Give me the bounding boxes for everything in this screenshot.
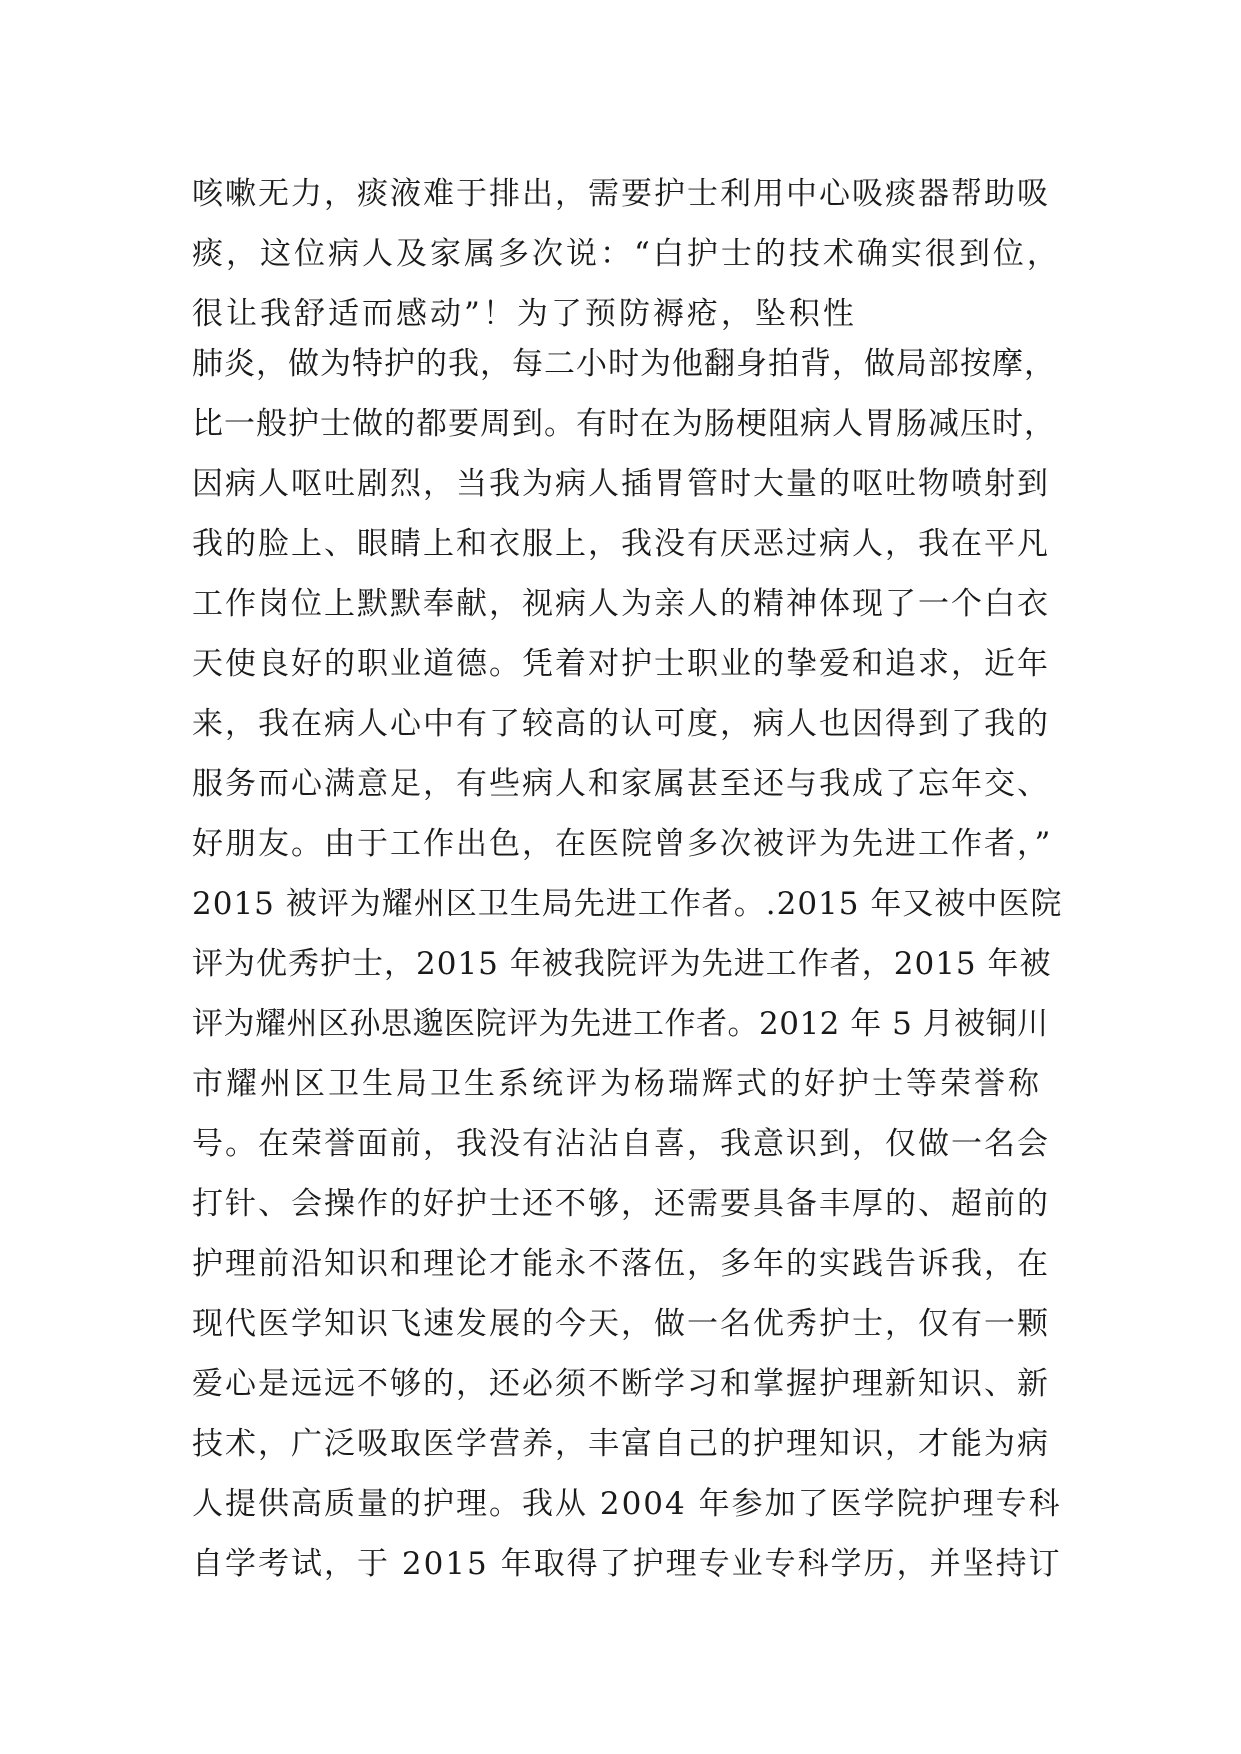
text-line: 肺炎，做为特护的我，每二小时为他翻身拍背，做局部按摩， — [192, 346, 1056, 382]
text-line: 服务而心满意足，有些病人和家属甚至还与我成了忘年交、 — [192, 766, 1050, 802]
text-line: 评为优秀护士，2015 年被我院评为先进工作者，2015 年被 — [192, 946, 1052, 982]
text-line: 自学考试，于 2015 年取得了护理专业专科学历，并坚持订 — [192, 1546, 1062, 1582]
text-line: 来，我在病人心中有了较高的认可度，病人也因得到了我的 — [192, 706, 1050, 742]
text-line: 现代医学知识飞速发展的今天，做一名优秀护士，仅有一颗 — [192, 1306, 1050, 1342]
text-line: 打针、会操作的好护士还不够，还需要具备丰厚的、超前的 — [192, 1186, 1050, 1222]
text-line: 市耀州区卫生局卫生系统评为杨瑞辉式的好护士等荣誉称 — [192, 1066, 1042, 1102]
text-line: 爱心是远远不够的，还必须不断学习和掌握护理新知识、新 — [192, 1366, 1050, 1402]
text-line: 技术，广泛吸取医学营养，丰富自己的护理知识，才能为病 — [192, 1426, 1050, 1462]
body-text — [192, 164, 1062, 1594]
text-line: 工作岗位上默默奉献，视病人为亲人的精神体现了一个白衣 — [192, 586, 1050, 622]
text-line: 护理前沿知识和理论才能永不落伍，多年的实践告诉我，在 — [192, 1246, 1050, 1282]
text-line: 很让我舒适而感动”！为了预防褥疮，坠积性 — [192, 296, 857, 332]
text-line: 天使良好的职业道德。凭着对护士职业的挚爱和追求，近年 — [192, 646, 1050, 682]
text-line: 评为耀州区孙思邈医院评为先进工作者。2012 年 5 月被铜川 — [192, 1006, 1049, 1042]
text-line: 因病人呕吐剧烈，当我为病人插胃管时大量的呕吐物喷射到 — [192, 466, 1050, 502]
text-line: 咳嗽无力，痰液难于排出，需要护士利用中心吸痰器帮助吸 — [192, 176, 1050, 212]
text-line: 号。在荣誉面前，我没有沾沾自喜，我意识到，仅做一名会 — [192, 1126, 1050, 1162]
text-line: 痰，这位病人及家属多次说：“白护士的技术确实很到位， — [192, 236, 1061, 272]
text-line: 人提供高质量的护理。我从 2004 年参加了医学院护理专科 — [192, 1486, 1062, 1522]
text-line: 2015 被评为耀州区卫生局先进工作者。.2015 年又被中医院 — [192, 886, 1063, 922]
text-line: 比一般护士做的都要周到。有时在为肠梗阻病人胃肠减压时， — [192, 406, 1056, 442]
text-line: 我的脸上、眼睛上和衣服上，我没有厌恶过病人，我在平凡 — [192, 526, 1050, 562]
text-line: 好朋友。由于工作出色，在医院曾多次被评为先进工作者，” — [192, 826, 1053, 862]
